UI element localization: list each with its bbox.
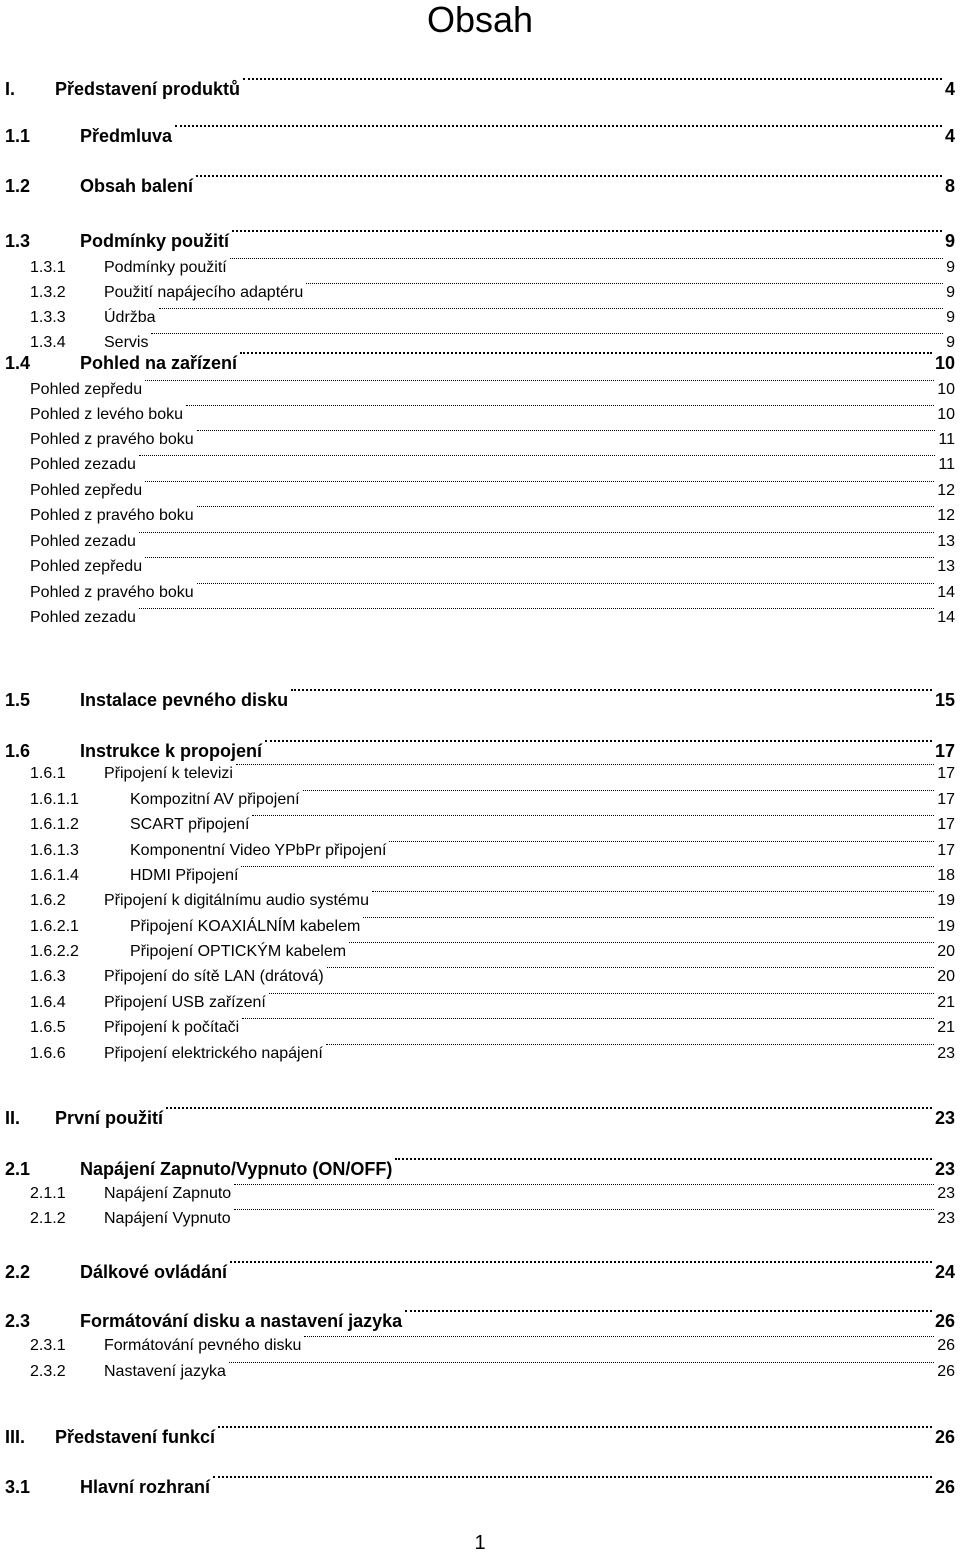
toc-entry[interactable] <box>0 258 960 280</box>
toc-entry-label: Připojení KOAXIÁLNÍM kabelem <box>130 918 361 935</box>
toc-dot-leader <box>197 583 935 584</box>
toc-dot-leader <box>326 1044 934 1045</box>
toc-entry[interactable] <box>0 430 960 452</box>
toc-entry-label: Údržba <box>104 309 156 326</box>
toc-entry[interactable] <box>0 1158 960 1180</box>
toc-entry-page: 9 <box>946 259 955 276</box>
toc-dot-leader <box>186 405 934 406</box>
toc-dot-leader <box>145 481 934 482</box>
toc-entry-number: 1.6.1.4 <box>30 867 79 884</box>
toc-entry-label: Formátování pevného disku <box>104 1337 302 1354</box>
toc-entry-number: 1.2 <box>5 176 31 196</box>
toc-entry-label: Připojení k televizi <box>104 765 233 782</box>
toc-entry-number: 1.6.1.3 <box>30 842 79 859</box>
toc-entry[interactable] <box>0 1261 960 1283</box>
toc-entry-label: Napájení Zapnuto/Vypnuto (ON/OFF) <box>80 1159 393 1179</box>
toc-entry[interactable] <box>0 532 960 554</box>
toc-entry-page: 26 <box>937 1337 955 1354</box>
toc-dot-leader <box>265 740 932 742</box>
toc-entry[interactable] <box>0 608 960 630</box>
toc-dot-leader <box>395 1158 932 1160</box>
toc-entry-number: 1.6.2 <box>30 892 66 909</box>
toc-entry-number: 1.3 <box>5 231 31 251</box>
toc-dot-leader <box>304 1336 934 1337</box>
toc-entry-label: Formátování disku a nastavení jazyka <box>80 1311 403 1331</box>
page-title: Obsah <box>426 0 534 40</box>
toc-entry[interactable] <box>0 891 960 913</box>
toc-dot-leader <box>230 1261 932 1263</box>
toc-dot-leader <box>327 967 935 968</box>
toc-entry-page: 19 <box>937 892 955 909</box>
toc-entry-label: Pohled zezadu <box>30 609 136 626</box>
toc-entry-number: 1.1 <box>5 126 31 146</box>
toc-dot-leader <box>291 689 932 691</box>
toc-entry-page: 19 <box>937 918 955 935</box>
toc-entry-number: 1.3.1 <box>30 259 66 276</box>
toc-entry-page: 23 <box>937 1210 955 1227</box>
toc-entry[interactable] <box>0 455 960 477</box>
toc-dot-leader <box>139 455 936 456</box>
toc-entry-page: 17 <box>937 816 955 833</box>
page-number: 1 <box>474 1532 486 1554</box>
toc-entry-number: 2.1.2 <box>30 1210 66 1227</box>
toc-dot-leader <box>232 230 942 232</box>
toc-entry-page: 23 <box>934 1108 955 1128</box>
toc-entry[interactable] <box>0 917 960 939</box>
toc-entry[interactable] <box>0 1426 960 1448</box>
toc-entry-page: 13 <box>937 533 955 550</box>
toc-entry[interactable] <box>0 230 960 252</box>
toc-entry-number: 1.6.1.1 <box>30 791 79 808</box>
toc-entry-number: 1.6.4 <box>30 994 66 1011</box>
toc-entry-label: Napájení Vypnuto <box>104 1210 231 1227</box>
toc-entry-page: 12 <box>937 507 955 524</box>
toc-entry-page: 18 <box>937 867 955 884</box>
toc-entry-label: Připojení do sítě LAN (drátová) <box>104 968 324 985</box>
toc-entry-number: I. <box>5 79 16 99</box>
toc-entry-page: 20 <box>937 968 955 985</box>
toc-entry-page: 23 <box>934 1159 955 1179</box>
toc-entry-page: 21 <box>937 1019 955 1036</box>
toc-entry-label: Pohled zepředu <box>30 558 143 575</box>
toc-entry-label: Dálkové ovládání <box>80 1262 228 1282</box>
toc-entry[interactable] <box>0 175 960 197</box>
toc-entry[interactable] <box>0 283 960 305</box>
toc-entry-number: 1.3.4 <box>30 334 66 351</box>
toc-entry-label: Připojení USB zařízení <box>104 994 266 1011</box>
toc-entry-number: 2.3.2 <box>30 1363 66 1380</box>
toc-entry-number: 3.1 <box>5 1477 31 1497</box>
toc-entry-number: 1.6 <box>5 741 31 761</box>
toc-entry-label: Připojení elektrického napájení <box>104 1045 323 1062</box>
toc-dot-leader <box>196 175 942 177</box>
toc-entry-number: 1.6.2.2 <box>30 943 79 960</box>
toc-entry[interactable] <box>0 967 960 989</box>
toc-entry[interactable] <box>0 583 960 605</box>
toc-entry-label: Představení funkcí <box>55 1427 216 1447</box>
toc-entry-page: 26 <box>934 1477 955 1497</box>
toc-dot-leader <box>389 841 934 842</box>
toc-entry[interactable] <box>0 405 960 427</box>
toc-entry-label: Připojení OPTICKÝM kabelem <box>130 943 347 960</box>
toc-dot-leader <box>175 125 942 127</box>
toc-entry-page: 10 <box>937 406 955 423</box>
toc-entry[interactable] <box>0 1044 960 1066</box>
toc-entry-number: 1.6.2.1 <box>30 918 79 935</box>
toc-entry-page: 9 <box>944 231 955 251</box>
toc-entry-page: 10 <box>937 381 955 398</box>
toc-dot-leader <box>197 430 936 431</box>
toc-entry-label: Instalace pevného disku <box>80 690 289 710</box>
toc-entry-page: 11 <box>938 431 955 448</box>
toc-entry-page: 14 <box>937 584 955 601</box>
toc-entry-page: 11 <box>938 456 955 473</box>
toc-entry-number: 1.6.3 <box>30 968 66 985</box>
toc-entry-label: Nastavení jazyka <box>104 1363 226 1380</box>
toc-dot-leader <box>241 866 934 867</box>
toc-dot-leader <box>242 1018 934 1019</box>
toc-entry-number: 1.6.5 <box>30 1019 66 1036</box>
toc-entry-label: SCART připojení <box>130 816 250 833</box>
toc-entry-number: 1.6.1 <box>30 765 66 782</box>
toc-entry-page: 9 <box>946 284 955 301</box>
toc-entry-page: 17 <box>934 741 955 761</box>
toc-entry-page: 24 <box>934 1262 955 1282</box>
toc-entry-label: Pohled na zařízení <box>80 353 238 373</box>
toc-entry[interactable] <box>0 740 960 762</box>
toc-dot-leader <box>145 557 934 558</box>
toc-dot-leader <box>236 764 934 765</box>
toc-entry-page: 4 <box>944 79 955 99</box>
toc-entry-label: První použití <box>55 1108 163 1128</box>
toc-dot-leader <box>363 917 934 918</box>
toc-dot-leader <box>213 1476 932 1478</box>
toc-entry[interactable] <box>0 790 960 812</box>
toc-dot-leader <box>243 78 942 80</box>
toc-entry-page: 14 <box>937 609 955 626</box>
toc-entry[interactable] <box>0 1018 960 1040</box>
toc-entry-number: 1.4 <box>5 353 31 373</box>
toc-entry[interactable] <box>0 125 960 147</box>
toc-entry-label: Podmínky použití <box>80 231 230 251</box>
toc-entry-page: 26 <box>934 1427 955 1447</box>
toc-entry[interactable] <box>0 1310 960 1332</box>
toc-dot-leader <box>303 790 935 791</box>
toc-entry[interactable] <box>0 993 960 1015</box>
toc-entry[interactable] <box>0 841 960 863</box>
toc-dot-leader <box>145 380 934 381</box>
toc-dot-leader <box>159 308 944 309</box>
toc-entry-label: Předmluva <box>80 126 173 146</box>
toc-entry[interactable] <box>0 506 960 528</box>
toc-entry-label: Pohled z pravého boku <box>30 584 194 601</box>
toc-dot-leader <box>252 815 934 816</box>
toc-entry-label: Komponentní Video YPbPr připojení <box>130 842 387 859</box>
toc-entry-page: 9 <box>946 334 955 351</box>
toc-entry-label: Hlavní rozhraní <box>80 1477 211 1497</box>
toc-entry-page: 4 <box>944 126 955 146</box>
toc-entry-label: Pohled z pravého boku <box>30 507 194 524</box>
toc-entry-label: Pohled zezadu <box>30 533 136 550</box>
toc-entry-page: 8 <box>944 176 955 196</box>
toc-entry-page: 12 <box>937 482 955 499</box>
toc-entry-number: 1.6.1.2 <box>30 816 79 833</box>
toc-entry-number: 2.3.1 <box>30 1337 66 1354</box>
toc-dot-leader <box>306 283 943 284</box>
toc-dot-leader <box>151 333 943 334</box>
toc-dot-leader <box>166 1107 932 1109</box>
toc-entry-label: Obsah balení <box>80 176 194 196</box>
toc-entry-page: 23 <box>937 1045 955 1062</box>
toc-entry[interactable] <box>0 481 960 503</box>
toc-entry-page: 17 <box>937 842 955 859</box>
toc-entry-page: 26 <box>937 1363 955 1380</box>
toc-entry-number: 1.3.2 <box>30 284 66 301</box>
toc-entry-label: Servis <box>104 334 149 351</box>
toc-entry[interactable] <box>0 1336 960 1358</box>
toc-entry-page: 20 <box>937 943 955 960</box>
toc-entry-label: Představení produktů <box>55 79 241 99</box>
toc-dot-leader <box>230 258 943 259</box>
toc-entry-number: 2.1.1 <box>30 1185 66 1202</box>
toc-entry-page: 10 <box>934 353 955 373</box>
toc-entry-page: 23 <box>937 1185 955 1202</box>
toc-entry-label: Pohled zepředu <box>30 482 143 499</box>
toc-entry-label: Pohled zezadu <box>30 456 136 473</box>
toc-entry-label: Pohled zepředu <box>30 381 143 398</box>
toc-dot-leader <box>349 942 934 943</box>
toc-entry[interactable] <box>0 380 960 402</box>
toc-dot-leader <box>240 352 932 354</box>
toc-entry-label: Instrukce k propojení <box>80 741 263 761</box>
toc-dot-leader <box>229 1362 934 1363</box>
toc-entry-page: 13 <box>937 558 955 575</box>
toc-dot-leader <box>234 1184 934 1185</box>
toc-entry-label: Pohled z levého boku <box>30 406 183 423</box>
toc-entry[interactable] <box>0 764 960 786</box>
toc-entry-label: Podmínky použití <box>104 259 227 276</box>
toc-entry[interactable] <box>0 557 960 579</box>
toc-entry-label: Napájení Zapnuto <box>104 1185 232 1202</box>
toc-entry-label: HDMI Připojení <box>130 867 239 884</box>
toc-entry-number: 2.3 <box>5 1311 31 1331</box>
toc-entry-number: 2.1 <box>5 1159 31 1179</box>
toc-dot-leader <box>405 1310 932 1312</box>
toc-dot-leader <box>372 891 934 892</box>
toc-entry-label: Kompozitní AV připojení <box>130 791 300 808</box>
toc-dot-leader <box>218 1426 932 1428</box>
toc-entry-number: 1.6.6 <box>30 1045 66 1062</box>
toc-entry[interactable] <box>0 1209 960 1231</box>
toc-entry[interactable] <box>0 1107 960 1129</box>
toc-entry[interactable] <box>0 78 960 100</box>
toc-entry-label: Připojení k digitálnímu audio systému <box>104 892 370 909</box>
toc-entry[interactable] <box>0 815 960 837</box>
toc-entry-page: 26 <box>934 1311 955 1331</box>
toc-entry[interactable] <box>0 308 960 330</box>
toc-entry[interactable] <box>0 866 960 888</box>
toc-dot-leader <box>139 532 934 533</box>
toc-entry[interactable] <box>0 352 960 374</box>
toc-entry-page: 15 <box>934 690 955 710</box>
toc-entry-number: 1.3.3 <box>30 309 66 326</box>
toc-entry[interactable] <box>0 1184 960 1206</box>
toc-entry-page: 21 <box>937 994 955 1011</box>
toc-entry-page: 9 <box>946 309 955 326</box>
toc-entry[interactable] <box>0 942 960 964</box>
toc-entry[interactable] <box>0 689 960 711</box>
toc-entry-label: Použití napájecího adaptéru <box>104 284 304 301</box>
toc-dot-leader <box>139 608 934 609</box>
toc-dot-leader <box>234 1209 935 1210</box>
toc-entry[interactable] <box>0 1476 960 1498</box>
toc-entry-page: 17 <box>937 765 955 782</box>
toc-dot-leader <box>269 993 934 994</box>
toc-entry[interactable] <box>0 1362 960 1384</box>
toc-entry-label: Pohled z pravého boku <box>30 431 194 448</box>
toc-entry-label: Připojení k počítači <box>104 1019 240 1036</box>
toc-entry-number: III. <box>5 1427 26 1447</box>
toc-entry-number: 1.5 <box>5 690 31 710</box>
toc-entry-page: 17 <box>937 791 955 808</box>
toc-entry-number: II. <box>5 1108 21 1128</box>
toc-entry-number: 2.2 <box>5 1262 31 1282</box>
toc-dot-leader <box>197 506 935 507</box>
